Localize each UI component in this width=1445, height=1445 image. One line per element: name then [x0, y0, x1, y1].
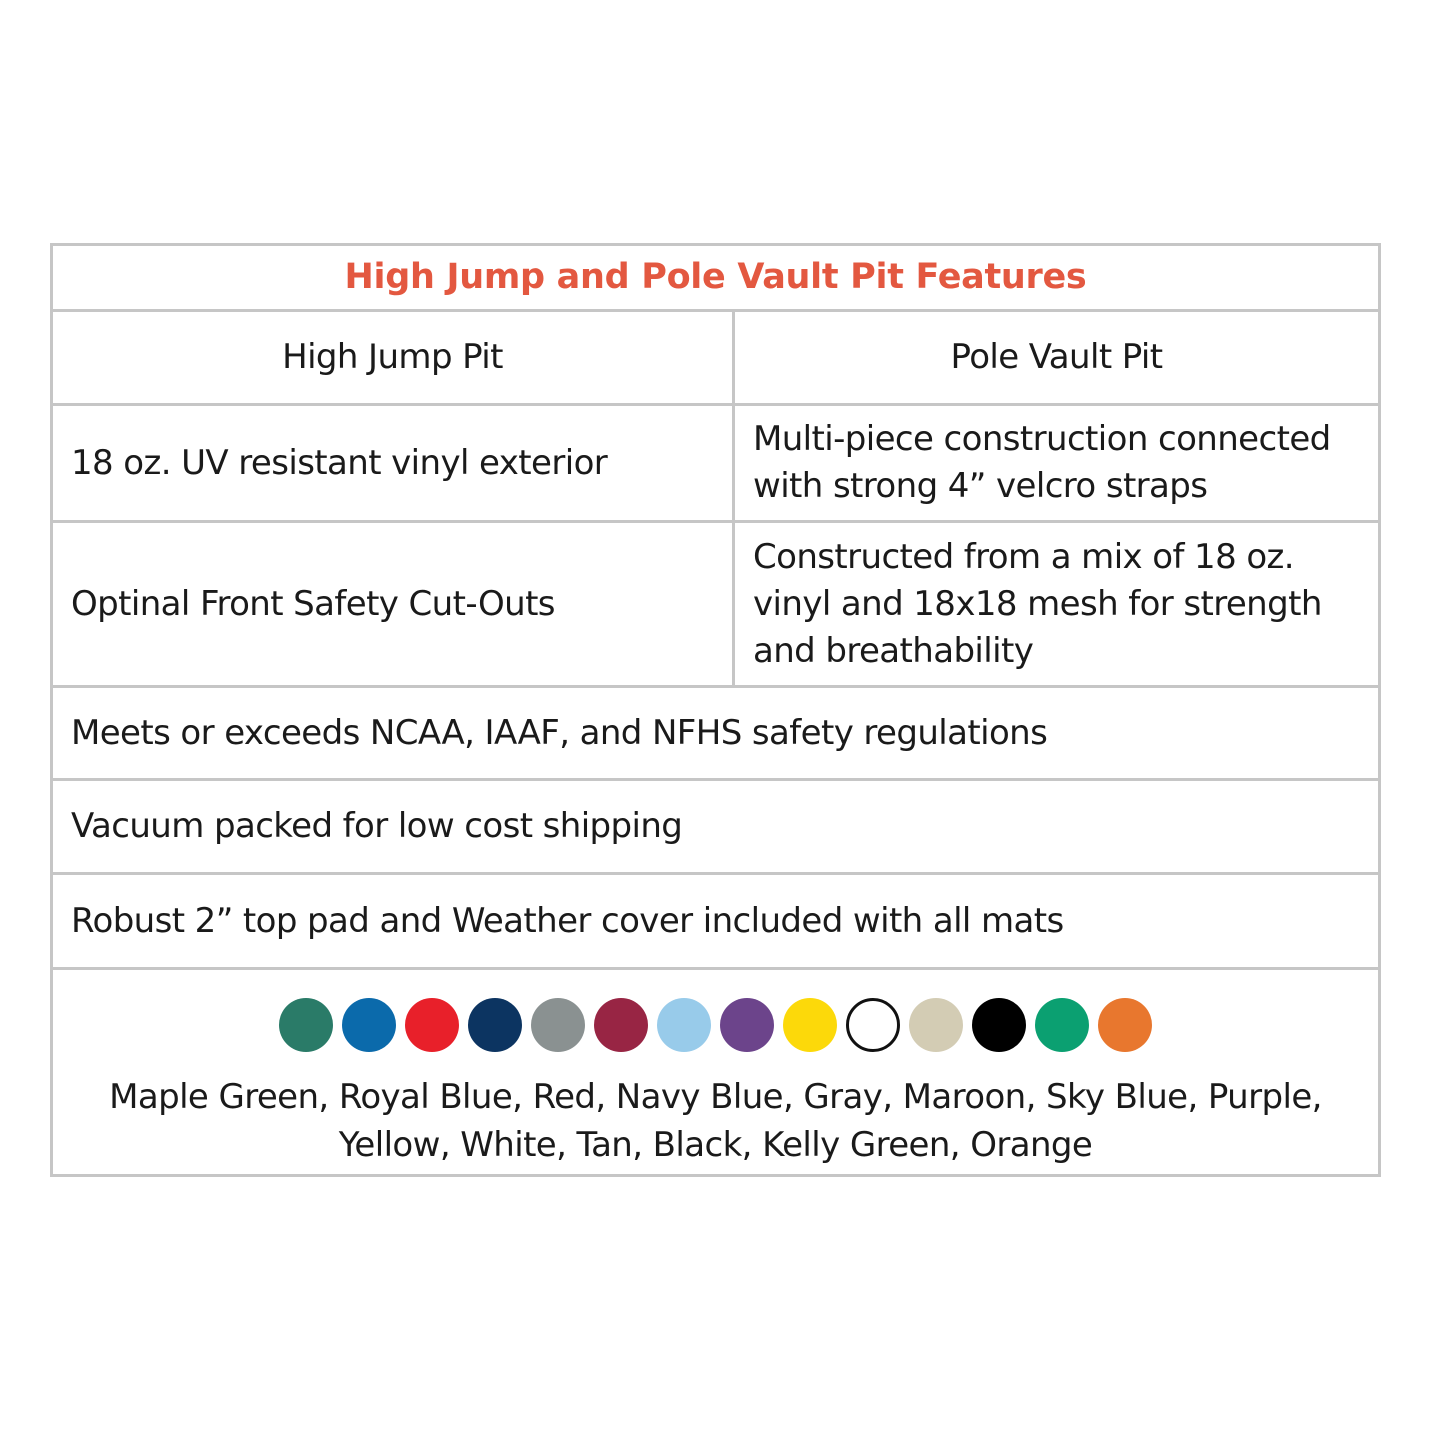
color-swatch-orange: [1098, 998, 1152, 1052]
color-swatch-kelly-green: [1035, 998, 1089, 1052]
column-header-high-jump: High Jump Pit: [53, 312, 735, 406]
table-title: High Jump and Pole Vault Pit Features: [53, 246, 1378, 312]
color-names-text: Maple Green, Royal Blue, Red, Navy Blue, Gray, Maroon, Sky Blue, Purple, Yellow, White, Tan, Black, Kelly Green, Orange: [109, 1077, 1322, 1165]
table-cell-high-jump: 18 oz. UV resistant vinyl exterior: [53, 406, 735, 523]
shared-feature-row: Robust 2” top pad and Weather cover included with all mats: [53, 875, 1378, 970]
table-cell-pole-vault: Multi-piece construction connected with strong 4” velcro straps: [735, 406, 1378, 523]
color-swatch-royal-blue: [342, 998, 396, 1052]
features-table: [50, 243, 1381, 1177]
color-swatch-white: [846, 998, 900, 1052]
table-cell-pole-vault: Constructed from a mix of 18 oz. vinyl and 18x18 mesh for strength and breathability: [735, 523, 1378, 688]
color-swatch-tan: [909, 998, 963, 1052]
color-swatch-purple: [720, 998, 774, 1052]
color-swatch-red: [405, 998, 459, 1052]
color-swatch-yellow: [783, 998, 837, 1052]
color-swatch-gray: [531, 998, 585, 1052]
color-swatch-maroon: [594, 998, 648, 1052]
color-options: [53, 970, 1378, 1174]
color-swatch-row: [279, 998, 1152, 1052]
color-swatch-black: [972, 998, 1026, 1052]
color-swatch-sky-blue: [657, 998, 711, 1052]
color-swatch-maple-green: [279, 998, 333, 1052]
color-swatch-navy-blue: [468, 998, 522, 1052]
shared-feature-row: Vacuum packed for low cost shipping: [53, 781, 1378, 875]
table-cell-high-jump: Optinal Front Safety Cut-Outs: [53, 523, 735, 688]
shared-feature-row: Meets or exceeds NCAA, IAAF, and NFHS safety regulations: [53, 688, 1378, 781]
column-header-pole-vault: Pole Vault Pit: [735, 312, 1378, 406]
